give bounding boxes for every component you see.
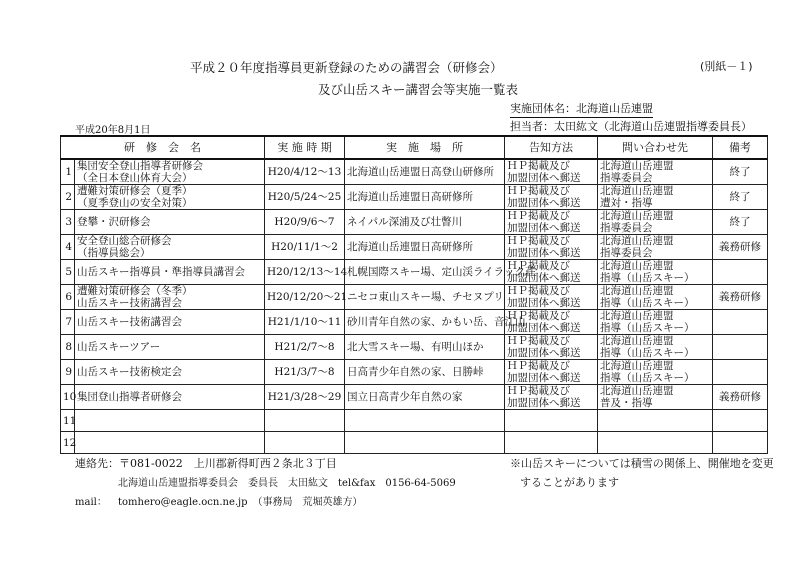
notice-method-line: 加盟団体へ郵送 xyxy=(507,397,581,409)
notice-method xyxy=(505,360,598,385)
training-name-line: 集団安全登山指導者研修会 xyxy=(77,160,203,172)
training-place: 日高青少年自然の家、日勝峠 xyxy=(345,360,505,385)
person-in-charge: 担当者：太田紘文（北海道山岳連盟指導委員長） xyxy=(510,118,752,136)
training-period xyxy=(265,410,345,432)
notice-method-line: ＨＰ掲載及び xyxy=(507,360,570,372)
notice-method-line: ＨＰ掲載及び xyxy=(507,235,570,247)
remark: 終了 xyxy=(713,185,768,210)
notice-method xyxy=(505,285,598,310)
notice-method-line: ＨＰ掲載及び xyxy=(507,335,570,347)
remark: 終了 xyxy=(713,159,768,185)
table-row xyxy=(61,210,768,235)
training-name xyxy=(75,410,265,432)
column-header: 研 修 会 名 xyxy=(61,136,265,159)
remark xyxy=(713,335,768,360)
row-number: 1 xyxy=(61,159,75,185)
training-name xyxy=(75,432,265,454)
column-header: 実 施 時 期 xyxy=(265,136,345,159)
training-period: H20/9/6～7 xyxy=(265,210,345,235)
column-header: 実 施 場 所 xyxy=(345,136,505,159)
table-row xyxy=(61,385,768,410)
training-period: H20/4/12～13 xyxy=(265,159,345,185)
training-name xyxy=(75,310,265,335)
training-name xyxy=(75,385,265,410)
inquiry-contact-line: 北海道山岳連盟 xyxy=(600,360,674,372)
inquiry-contact xyxy=(598,235,713,260)
remark: 終了 xyxy=(713,210,768,235)
column-header: 備考 xyxy=(713,136,768,159)
notice-method xyxy=(505,410,598,432)
training-period: H21/1/10～11 xyxy=(265,310,345,335)
training-period: H20/12/13～14 xyxy=(265,260,345,285)
document-title: 平成２０年度指導員更新登録のための講習会（研修会） xyxy=(190,60,503,75)
training-place xyxy=(345,432,505,454)
notice-method-line: ＨＰ掲載及び xyxy=(507,385,570,397)
training-name xyxy=(75,185,265,210)
training-place: 北海道山岳連盟日高登山研修所 xyxy=(345,159,505,185)
row-number: 11 xyxy=(61,410,75,432)
inquiry-contact xyxy=(598,310,713,335)
row-number: 5 xyxy=(61,260,75,285)
column-header: 問い合わせ先 xyxy=(598,136,713,159)
training-place: 北海道山岳連盟日高研修所 xyxy=(345,235,505,260)
inquiry-contact xyxy=(598,410,713,432)
issue-date: 平成20年8月1日 xyxy=(75,125,151,136)
ski-note-line2: することがあります xyxy=(520,476,619,489)
inquiry-contact-line: 北海道山岳連盟 xyxy=(600,260,674,272)
inquiry-contact-line: 指導（山岳スキー） xyxy=(600,322,695,334)
training-name-line: （夏季登山の安全対策） xyxy=(77,197,193,209)
remark xyxy=(713,432,768,454)
training-name-line: （指導員総会） xyxy=(77,247,151,259)
inquiry-contact-line: 北海道山岳連盟 xyxy=(600,385,674,397)
training-place: ニセコ東山スキー場、チセヌプリ xyxy=(345,285,505,310)
notice-method-line: 加盟団体へ郵送 xyxy=(507,247,581,259)
table-row xyxy=(61,360,768,385)
table-row xyxy=(61,432,768,454)
training-name xyxy=(75,159,265,185)
training-name xyxy=(75,210,265,235)
training-name-line: 山岳スキー技術講習会 xyxy=(77,297,182,309)
inquiry-contact xyxy=(598,260,713,285)
inquiry-contact-line: 指導委員会 xyxy=(600,222,653,234)
notice-method-line: 加盟団体へ郵送 xyxy=(507,297,581,309)
training-name xyxy=(75,260,265,285)
notice-method xyxy=(505,260,598,285)
notice-method-line: 加盟団体へ郵送 xyxy=(507,322,581,334)
training-place: 北海道山岳連盟日高研修所 xyxy=(345,185,505,210)
inquiry-contact xyxy=(598,159,713,185)
notice-method xyxy=(505,385,598,410)
remark xyxy=(713,410,768,432)
row-number: 12 xyxy=(61,432,75,454)
document-subtitle: 及び山岳スキー講習会等実施一覧表 xyxy=(318,82,519,97)
training-place: 札幌国際スキー場、定山渓ライラック荘 xyxy=(345,260,505,285)
inquiry-contact xyxy=(598,335,713,360)
inquiry-contact-line: 北海道山岳連盟 xyxy=(600,185,674,197)
notice-method-line: 加盟団体へ郵送 xyxy=(507,172,581,184)
organizer-name: 実施団体名：北海道山岳連盟 xyxy=(510,100,653,118)
remark: 義務研修 xyxy=(713,385,768,410)
column-header: 告知方法 xyxy=(505,136,598,159)
table-row xyxy=(61,260,768,285)
inquiry-contact-line: 北海道山岳連盟 xyxy=(600,335,674,347)
notice-method xyxy=(505,432,598,454)
training-name-line: 遭難対策研修会（夏季） xyxy=(77,185,193,197)
inquiry-contact-line: 北海道山岳連盟 xyxy=(600,310,674,322)
training-place: ネイパル深浦及び壮瞥川 xyxy=(345,210,505,235)
notice-method-line: ＨＰ掲載及び xyxy=(507,285,570,297)
notice-method xyxy=(505,335,598,360)
row-number: 4 xyxy=(61,235,75,260)
table-row xyxy=(61,310,768,335)
training-period: H21/2/7～8 xyxy=(265,335,345,360)
inquiry-contact xyxy=(598,385,713,410)
inquiry-contact-line: 北海道山岳連盟 xyxy=(600,160,674,172)
training-place xyxy=(345,410,505,432)
table-row xyxy=(61,185,768,210)
training-period: H21/3/7～8 xyxy=(265,360,345,385)
notice-method-line: 加盟団体へ郵送 xyxy=(507,347,581,359)
notice-method-line: ＨＰ掲載及び xyxy=(507,260,570,272)
attachment-label: (別紙－１) xyxy=(700,60,753,73)
notice-method xyxy=(505,235,598,260)
training-place: 北大雪スキー場、有明山ほか xyxy=(345,335,505,360)
inquiry-contact-line: 指導委員会 xyxy=(600,172,653,184)
remark: 義務研修 xyxy=(713,235,768,260)
notice-method-line: 加盟団体へ郵送 xyxy=(507,197,581,209)
inquiry-contact-line: 遭対・指導 xyxy=(600,197,653,209)
row-number: 8 xyxy=(61,335,75,360)
notice-method-line: 加盟団体へ郵送 xyxy=(507,272,581,284)
training-period: H21/3/28～29 xyxy=(265,385,345,410)
inquiry-contact xyxy=(598,285,713,310)
notice-method-line: ＨＰ掲載及び xyxy=(507,210,570,222)
ski-note-line1: ※山岳スキーについては積雪の関係上、開催地を変更 xyxy=(510,457,774,470)
table-row xyxy=(61,159,768,185)
contact-address: 連絡先：〒081-0022 上川郡新得町西２条北３丁目 xyxy=(75,457,337,470)
remark xyxy=(713,260,768,285)
inquiry-contact-line: 指導（山岳スキー） xyxy=(600,272,695,284)
table-row xyxy=(61,410,768,432)
training-name-line: 安全登山総合研修会 xyxy=(77,235,172,247)
training-name xyxy=(75,235,265,260)
table-row xyxy=(61,285,768,310)
notice-method xyxy=(505,310,598,335)
training-name-line: （全日本登山体育大会） xyxy=(77,172,193,184)
training-place: 国立日高青少年自然の家 xyxy=(345,385,505,410)
training-name-line: 山岳スキー指導員・準指導員講習会 xyxy=(77,266,245,278)
row-number: 6 xyxy=(61,285,75,310)
remark xyxy=(713,360,768,385)
inquiry-contact xyxy=(598,185,713,210)
mail-address: tomhero@eagle.ocn.ne.jp （事務局 荒堀英雄方） xyxy=(118,497,363,508)
row-number: 10 xyxy=(61,385,75,410)
row-number: 7 xyxy=(61,310,75,335)
training-name-line: 遭難対策研修会（冬季） xyxy=(77,285,193,297)
inquiry-contact-line: 北海道山岳連盟 xyxy=(600,235,674,247)
notice-method-line: 加盟団体へ郵送 xyxy=(507,222,581,234)
training-period: H20/5/24～25 xyxy=(265,185,345,210)
inquiry-contact-line: 指導（山岳スキー） xyxy=(600,297,695,309)
training-name xyxy=(75,335,265,360)
inquiry-contact-line: 指導委員会 xyxy=(600,247,653,259)
row-number: 3 xyxy=(61,210,75,235)
training-period xyxy=(265,432,345,454)
training-period: H20/11/1～2 xyxy=(265,235,345,260)
training-name-line: 山岳スキー技術講習会 xyxy=(77,316,182,328)
training-period: H20/12/20～21 xyxy=(265,285,345,310)
inquiry-contact-line: 北海道山岳連盟 xyxy=(600,285,674,297)
training-place: 砂川青年自然の家、かもい岳、音江山 xyxy=(345,310,505,335)
inquiry-contact xyxy=(598,210,713,235)
training-name-line: 山岳スキー技術検定会 xyxy=(77,366,182,378)
notice-method-line: ＨＰ掲載及び xyxy=(507,310,570,322)
remark xyxy=(713,310,768,335)
table-header-row xyxy=(61,136,768,159)
inquiry-contact-line: 北海道山岳連盟 xyxy=(600,210,674,222)
contact-committee: 北海道山岳連盟指導委員会 委員長 太田紘文 tel&fax 0156-64-5069 xyxy=(118,478,456,489)
training-name-line: 山岳スキーツアー xyxy=(77,341,161,353)
inquiry-contact xyxy=(598,432,713,454)
notice-method-line: ＨＰ掲載及び xyxy=(507,185,570,197)
inquiry-contact-line: 指導（山岳スキー） xyxy=(600,347,695,359)
inquiry-contact-line: 指導（山岳スキー） xyxy=(600,372,695,384)
training-name xyxy=(75,360,265,385)
row-number: 2 xyxy=(61,185,75,210)
mail-label: mail： xyxy=(75,497,107,508)
training-name-line: 登攀・沢研修会 xyxy=(77,216,151,228)
row-number: 9 xyxy=(61,360,75,385)
notice-method-line: ＨＰ掲載及び xyxy=(507,160,570,172)
remark: 義務研修 xyxy=(713,285,768,310)
inquiry-contact xyxy=(598,360,713,385)
notice-method-line: 加盟団体へ郵送 xyxy=(507,372,581,384)
notice-method xyxy=(505,185,598,210)
schedule-table xyxy=(60,135,768,454)
notice-method xyxy=(505,159,598,185)
training-name-line: 集団登山指導者研修会 xyxy=(77,391,182,403)
notice-method xyxy=(505,210,598,235)
table-row xyxy=(61,235,768,260)
table-row xyxy=(61,335,768,360)
inquiry-contact-line: 普及・指導 xyxy=(600,397,653,409)
training-name xyxy=(75,285,265,310)
